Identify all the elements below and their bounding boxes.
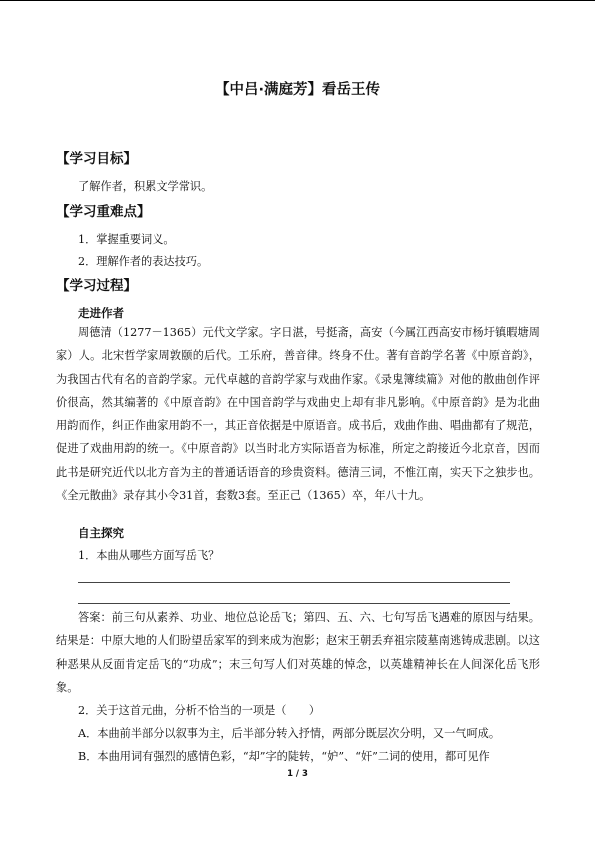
question-1: 1．本曲从哪些方面写岳飞？ bbox=[78, 549, 220, 562]
option-a: A．本曲前半部分以叙事为主，后半部分转入抒情，两部分既层次分明，又一气呵成。 bbox=[78, 727, 501, 740]
answer-paragraph: 答案：前三句从素养、功业、地位总论岳飞；第四、五、六、七句写岳飞遇难的原因与结果。结果是：中原大地的人们盼望岳家军的到来成为泡影；赵宋王朝丢弃祖宗陵墓南逃铸成悲剧。以这种恶果从反面肯定岳飞的“功成”；末三句写人们对英雄的悼念，以英雄精神长在人间深化岳飞形象。 bbox=[56, 611, 540, 694]
goals-text: 了解作者，积累文学常识。 bbox=[78, 180, 213, 193]
option-b: B．本曲用词有强烈的感情色彩，“却”字的陡转，“妒”、“奸”二词的使用，都可见作 bbox=[78, 750, 490, 763]
question-2: 2．关于这首元曲，分析不恰当的一项是（ ） bbox=[78, 704, 321, 717]
process-heading: 【学习过程】 bbox=[56, 278, 137, 294]
keypoint-item-1: 1．掌握重要词义。 bbox=[78, 233, 175, 246]
keypoint-item-2: 2．理解作者的表达技巧。 bbox=[78, 255, 209, 268]
goals-heading: 【学习目标】 bbox=[56, 151, 137, 167]
answer-line-2 bbox=[78, 603, 510, 604]
author-paragraph: 周德清（1277－1365）元代文学家。字日湛，号挺斋，高安（今属江西高安市杨圩镇暇塘周家）人。北宋哲学家周敦颐的后代。工乐府，善音律。终身不仕。著有音韵学名著《中原音韵》，为我国古代有名的音韵学家。元代卓越的音韵学家与戏曲作家。《录鬼簿续篇》对他的散曲创作评价很高，然其编著的《中原音韵》在中国音韵学与戏曲史上却有非凡影响。《中原音韵》是为北曲用韵而作，纠正作曲家用韵不一，其正音依据是中原语音。成书后，戏曲作曲、唱曲都有了规范，促进了戏曲用韵的统一。《中原音韵》以当时北方实际语音为标准，所定之韵接近今北京音，因而此书是研究近代以北方音为主的普通话语音的珍贵资料。德清三词，不惟江南，实天下之独步也。《全元散曲》录存其小令31首，套数3套。至正己（1365）卒，年八十九。 bbox=[56, 326, 540, 503]
keypoints-heading: 【学习重难点】 bbox=[56, 204, 151, 220]
explore-heading: 自主探究 bbox=[78, 526, 124, 540]
answer-line-1 bbox=[78, 582, 510, 583]
document-title: 【中吕·满庭芳】看岳王传 bbox=[214, 82, 380, 98]
page-number: 1 / 3 bbox=[287, 769, 308, 779]
author-heading: 走进作者 bbox=[78, 306, 124, 320]
